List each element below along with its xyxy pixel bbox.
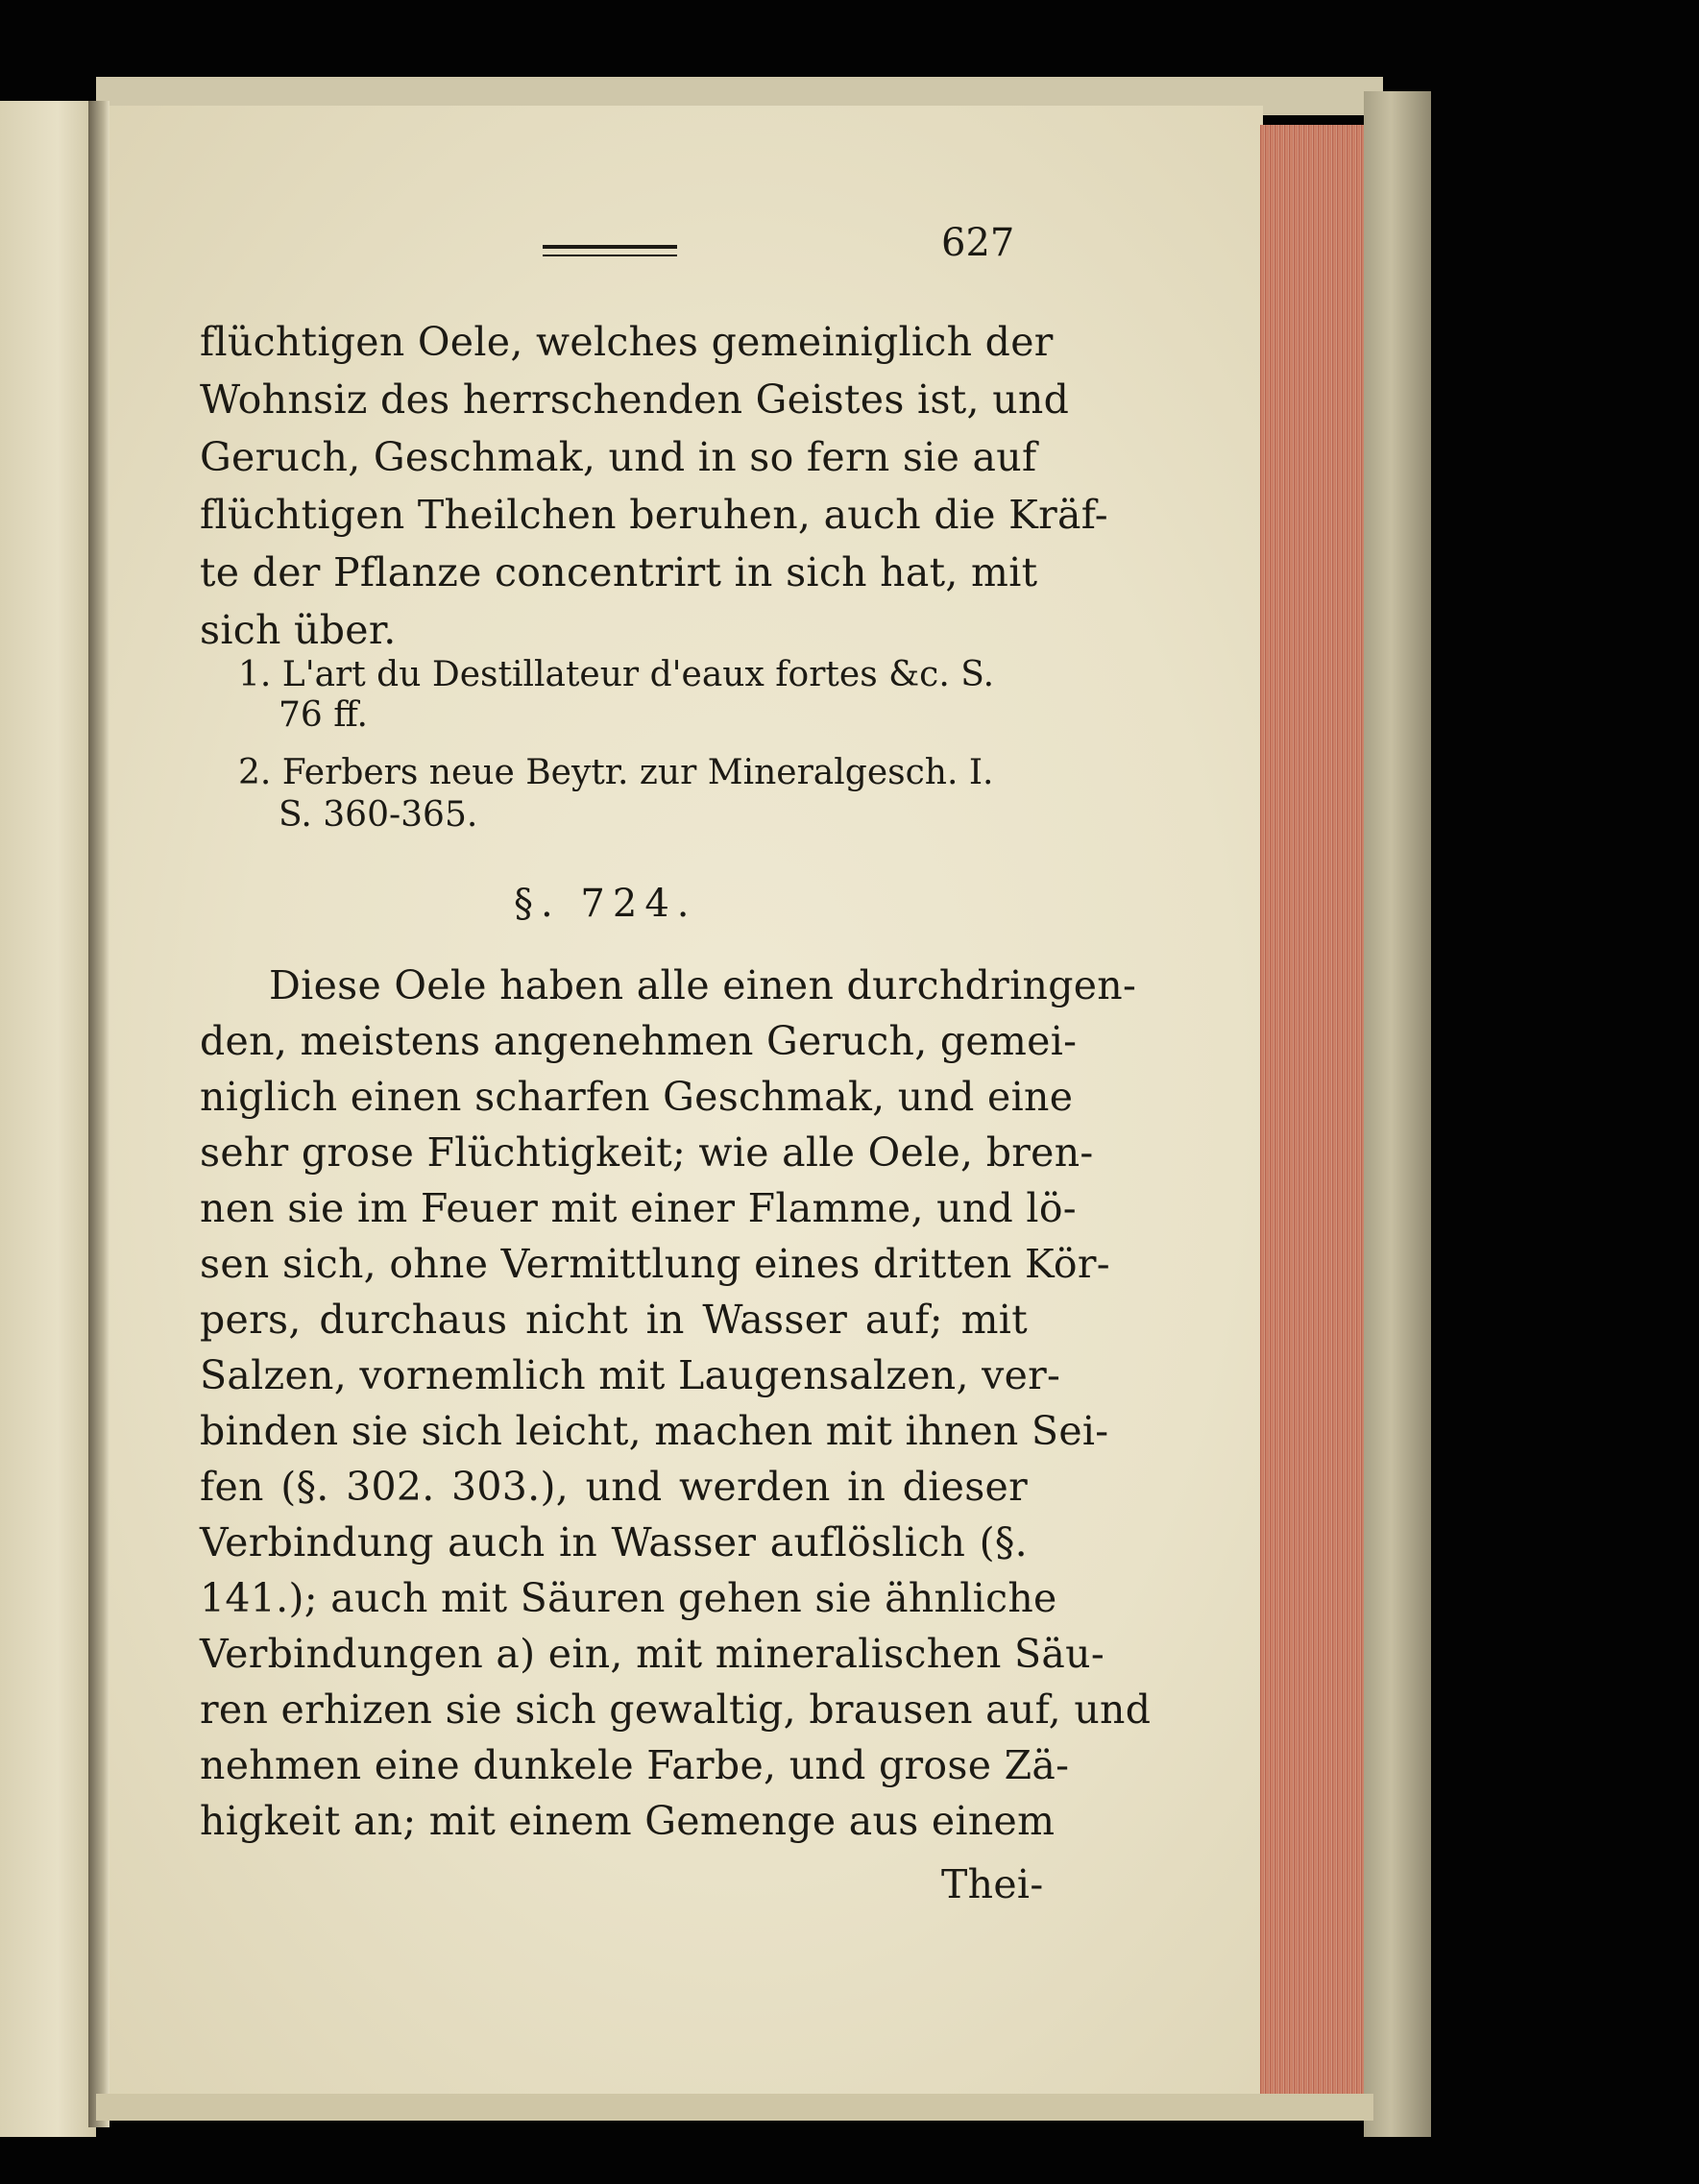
text-line: Wohnsiz des herrschenden Geistes ist, und	[200, 376, 1070, 423]
text-line: binden sie sich leicht, machen mit ihnen Sei-	[200, 1408, 1109, 1454]
text-line: flüchtigen Theilchen beruhen, auch die Kräf-	[200, 492, 1108, 538]
text-line: Verbindung auch in Wasser auflöslich (§.	[200, 1519, 1028, 1565]
footnote-1: 1. L'art du Destillateur d'eaux fortes &c. S.	[238, 655, 995, 694]
text-line: den, meistens angenehmen Geruch, gemei-	[200, 1018, 1078, 1064]
section-heading: §. 724.	[514, 882, 697, 926]
left-page-edge	[0, 101, 96, 2137]
text-line: nen sie im Feuer mit einer Flamme, und lö-	[200, 1185, 1077, 1231]
text-line: ren erhizen sie sich gewaltig, brausen auf, und	[200, 1687, 1152, 1733]
footnote-2-cont: S. 360-365.	[279, 795, 478, 835]
text-line: higkeit an; mit einem Gemenge aus einem	[200, 1798, 1056, 1844]
text-line: sen sich, ohne Vermittlung eines dritten Kör-	[200, 1241, 1110, 1287]
text-line: Diese Oele haben alle einen durchdringen-	[269, 962, 1137, 1008]
page-number: 627	[941, 221, 1015, 265]
text-line: Salzen, vornemlich mit Laugensalzen, ver-	[200, 1352, 1061, 1398]
text-line: sehr grose Flüchtigkeit; wie alle Oele, bren-	[200, 1129, 1094, 1176]
book-bottom-edge	[96, 2094, 1373, 2121]
text-line: Verbindungen a) ein, mit mineralischen Säu-	[200, 1631, 1105, 1677]
text-line: te der Pflanze concentrirt in sich hat, mit	[200, 549, 1038, 595]
footnote-2: 2. Ferbers neue Beytr. zur Mineralgesch. I.	[238, 753, 994, 792]
book-cover-edge	[1364, 91, 1431, 2137]
spine-gutter	[88, 101, 109, 2127]
page-fore-edge	[1260, 125, 1375, 2103]
text-line: niglich einen scharfen Geschmak, und eine	[200, 1074, 1074, 1120]
text-line: fen (§. 302. 303.), und werden in dieser	[200, 1464, 1028, 1510]
text-line: nehmen eine dunkele Farbe, und grose Zä-	[200, 1742, 1070, 1788]
text-line: Geruch, Geschmak, und in so fern sie auf	[200, 434, 1037, 480]
header-rule	[543, 245, 677, 256]
text-line: flüchtigen Oele, welches gemeiniglich der	[200, 319, 1054, 365]
text-line: sich über.	[200, 607, 397, 653]
footnote-1-cont: 76 ff.	[279, 695, 368, 735]
text-line: 141.); auch mit Säuren gehen sie ähnliche	[200, 1575, 1057, 1621]
text-line: pers, durchaus nicht in Wasser auf; mit	[200, 1297, 1028, 1343]
catchword: Thei-	[941, 1861, 1044, 1907]
